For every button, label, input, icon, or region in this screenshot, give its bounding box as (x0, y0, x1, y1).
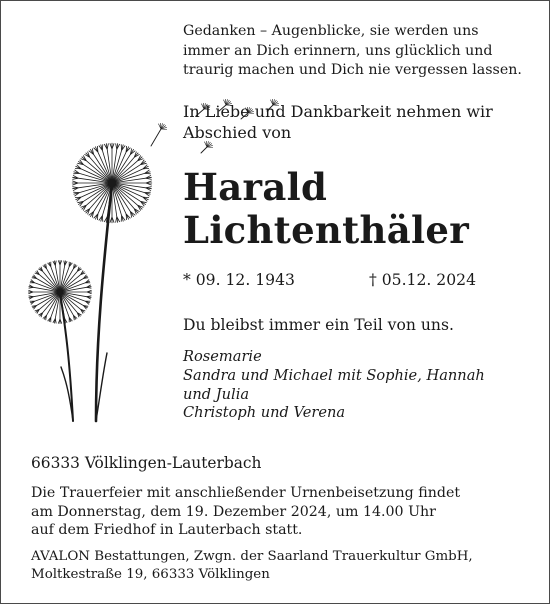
last-name: Lichtenthäler (183, 208, 469, 252)
mourner-line: und Julia (183, 385, 250, 403)
memorial-motto: Du bleibst immer ein Teil von uns. (183, 316, 454, 334)
death-date: † 05.12. 2024 (369, 271, 476, 289)
quote-line: immer an Dich erinnern, uns glücklich und (183, 42, 493, 59)
farewell-intro (183, 102, 523, 143)
undertaker-info (31, 548, 531, 585)
deceased-name (183, 166, 469, 252)
residence-location: 66333 Völklingen-Lauterbach (31, 454, 262, 472)
mourners-list (183, 348, 533, 423)
ceremony-line: am Donnerstag, dem 19. Dezember 2024, um 14.00 Uhr (31, 503, 436, 520)
first-name: Harald (183, 165, 328, 209)
mourner-line: Rosemarie (183, 348, 262, 365)
intro-line: Abschied von (183, 122, 292, 142)
quote-line: Gedanken – Augenblicke, sie werden uns (183, 23, 479, 39)
ceremony-line: auf dem Friedhof in Lauterbach statt. (31, 522, 303, 539)
birth-date: * 09. 12. 1943 (183, 271, 295, 289)
undertaker-line: AVALON Bestattungen, Zwgn. der Saarland Trauerkultur GmbH, (31, 549, 473, 564)
mourner-line: Sandra und Michael mit Sophie, Hannah (183, 366, 485, 384)
intro-line: In Liebe und Dankbarkeit nehmen wir (183, 102, 493, 121)
funeral-details (31, 484, 531, 540)
ceremony-line: Die Trauerfeier mit anschließender Urnenbeisetzung findet (31, 485, 461, 501)
undertaker-line: Moltkestraße 19, 66333 Völklingen (31, 567, 270, 583)
mourner-line: Christoph und Verena (183, 404, 346, 422)
quote-line: traurig machen und Dich nie vergessen lassen. (183, 62, 522, 78)
memorial-quote (183, 22, 533, 81)
